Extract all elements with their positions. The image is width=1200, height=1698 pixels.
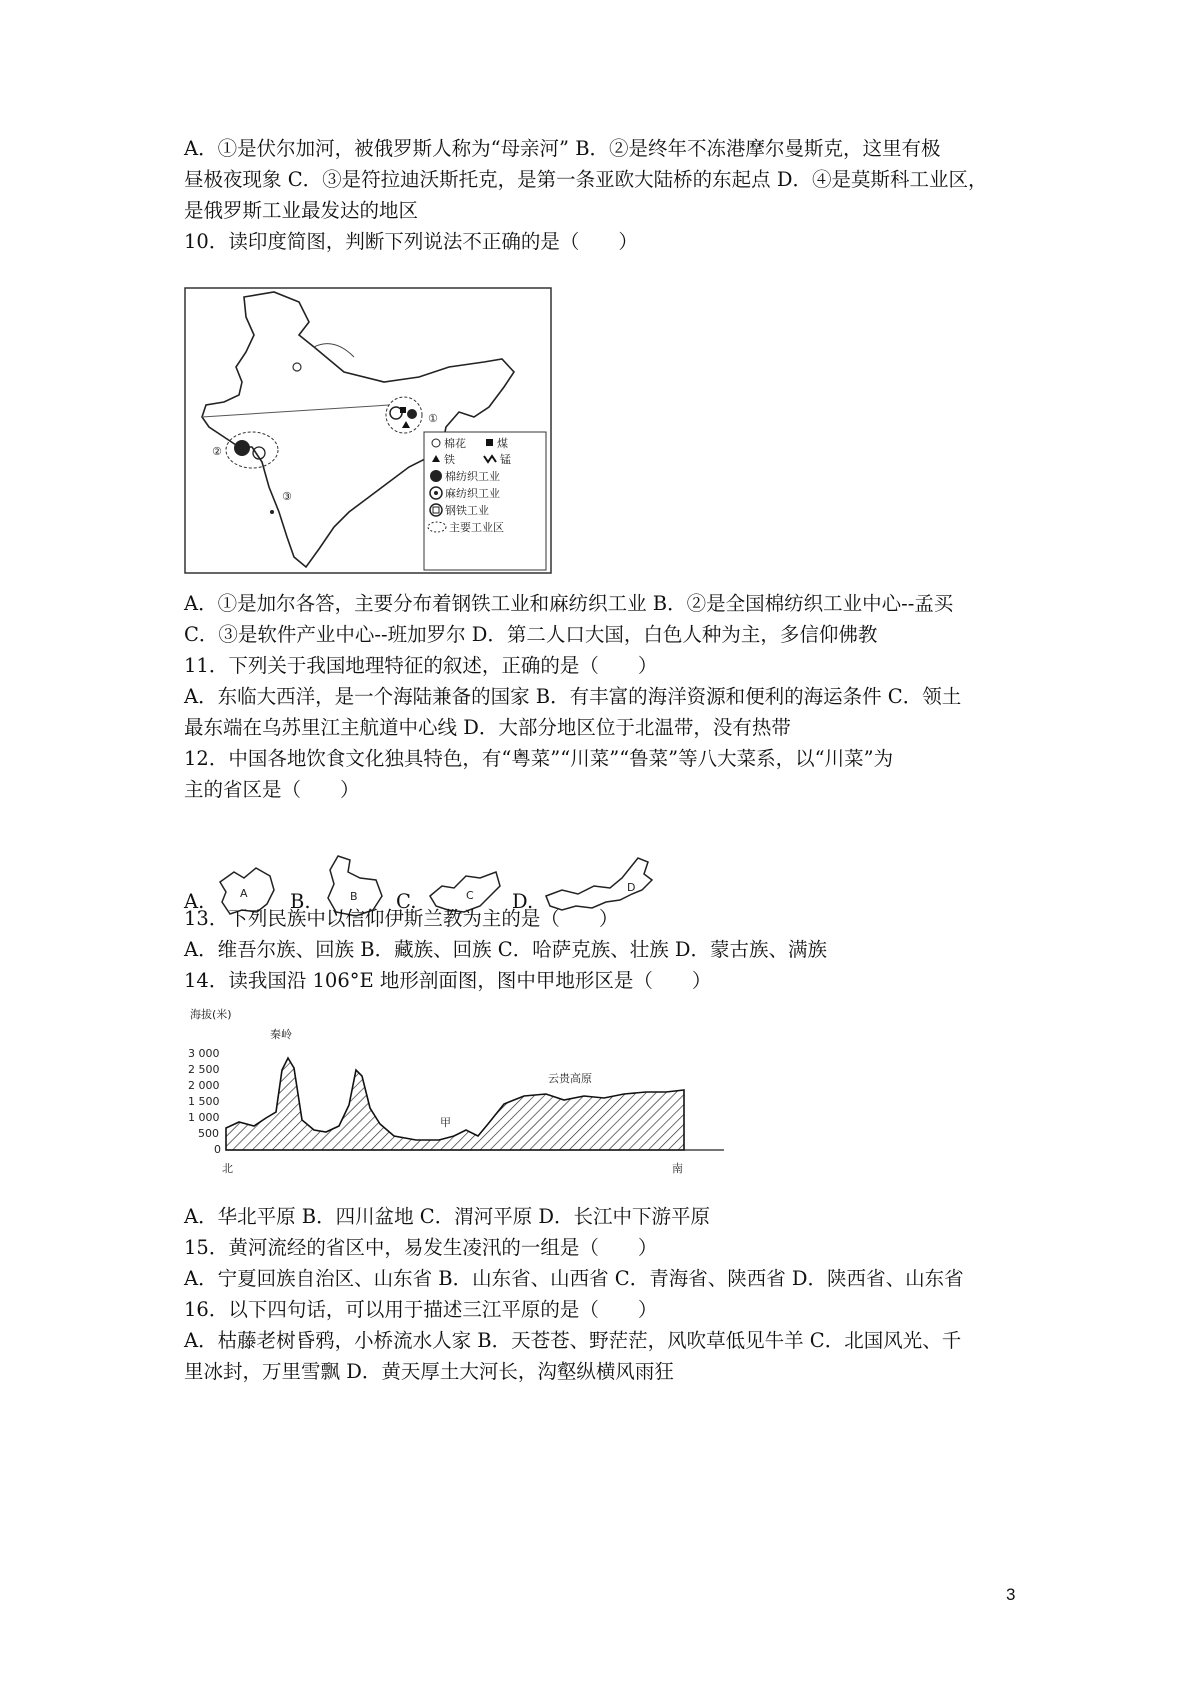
q10-stem: 10．读印度简图，判断下列说法不正确的是（ ） <box>184 230 638 253</box>
q16-stem: 16．以下四句话，可以用于描述三江平原的是（ ） <box>184 1298 658 1321</box>
india-map-figure <box>184 287 552 574</box>
profile-ylabel: 海拔(米) <box>190 1008 232 1021</box>
province-a-letter: A <box>240 887 248 900</box>
page-number: 3 <box>1006 1585 1016 1604</box>
q9-options-line-3: 是俄罗斯工业最发达的地区 <box>184 199 419 222</box>
legend-iron: 铁 <box>444 453 455 466</box>
q10-options-line-2: C．③是软件产业中心--班加罗尔 D．第二人口大国，白色人种为主，多信仰佛教 <box>184 623 878 646</box>
q12-stem-line-2: 主的省区是（ ） <box>184 778 360 801</box>
profile-label-qinling: 秦岭 <box>270 1028 292 1041</box>
profile-y-ticks <box>188 1047 221 1156</box>
q12-stem-line-1: 12．中国各地饮食文化独具特色，有“粤菜”“川菜”“鲁菜”等八大菜系，以“川菜”为 <box>184 747 894 770</box>
legend-manganese: 锰 <box>500 453 511 466</box>
q16-options-line-2: 里冰封，万里雪飘 D．黄天厚土大河长，沟壑纵横风雨狂 <box>184 1360 674 1383</box>
ytick-1000: 1 000 <box>188 1111 220 1124</box>
legend-cotton-textile: 棉纺织工业 <box>445 470 500 483</box>
legend-industrial-zone: 主要工业区 <box>449 521 504 534</box>
terrain-profile-figure <box>184 1000 724 1195</box>
q9-options-line-2: 昼极夜现象 C．③是符拉迪沃斯托克，是第一条亚欧大陆桥的东起点 D．④是莫斯科工业区， <box>184 168 988 191</box>
q11-stem: 11．下列关于我国地理特征的叙述，正确的是（ ） <box>184 654 658 677</box>
q13-stem: 13．下列民族中以信仰伊斯兰教为主的是（ ） <box>184 907 619 930</box>
map-marker-1: ① <box>428 412 438 425</box>
q12-choice-a-label: A. <box>184 890 205 913</box>
map-legend <box>424 432 546 570</box>
map-marker-3: ③ <box>282 490 292 503</box>
profile-south: 南 <box>672 1162 683 1175</box>
legend-steel: 钢铁工业 <box>445 504 489 517</box>
ytick-2000: 2 000 <box>188 1079 220 1092</box>
q11-options-line-2: 最东端在乌苏里江主航道中心线 D．大部分地区位于北温带，没有热带 <box>184 716 791 739</box>
ytick-0: 0 <box>214 1143 221 1156</box>
q16-options-line-1: A．枯藤老树昏鸦，小桥流水人家 B．天苍苍、野茫茫，风吹草低见牛羊 C．北国风光、千 <box>184 1329 962 1352</box>
q10-options-line-1: A．①是加尔各答，主要分布着钢铁工业和麻纺织工业 B．②是全国棉纺织工业中心--孟买 <box>184 592 954 615</box>
q14-options-line-1: A．华北平原 B．四川盆地 C．渭河平原 D．长江中下游平原 <box>184 1205 711 1228</box>
profile-label-jia: 甲 <box>440 1116 451 1129</box>
q12-choice-b-label: B. <box>290 890 311 913</box>
q9-options-line-1: A．①是伏尔加河，被俄罗斯人称为“母亲河” B．②是终年不冻港摩尔曼斯克，这里有极 <box>184 137 941 160</box>
profile-label-yungui: 云贵高原 <box>548 1072 592 1085</box>
province-b-letter: B <box>350 890 358 903</box>
province-c-letter: C <box>466 889 474 902</box>
q15-options-line-1: A．宁夏回族自治区、山东省 B．山东省、山西省 C．青海省、陕西省 D．陕西省、山东省 <box>184 1267 964 1290</box>
profile-north: 北 <box>222 1162 233 1175</box>
q15-stem: 15．黄河流经的省区中，易发生凌汛的一组是（ ） <box>184 1236 658 1259</box>
legend-jute-textile: 麻纺织工业 <box>445 487 500 500</box>
q12-choice-c-label: C. <box>396 890 417 913</box>
legend-cotton: 棉花 <box>444 437 466 450</box>
map-marker-2: ② <box>212 445 222 458</box>
legend-coal: 煤 <box>497 437 508 450</box>
province-d-letter: D <box>627 881 636 894</box>
q13-options-line-1: A．维吾尔族、回族 B．藏族、回族 C．哈萨克族、壮族 D．蒙古族、满族 <box>184 938 828 961</box>
ytick-3000: 3 000 <box>188 1047 220 1060</box>
ytick-2500: 2 500 <box>188 1063 220 1076</box>
ytick-1500: 1 500 <box>188 1095 220 1108</box>
q12-choice-d-label: D. <box>512 890 534 913</box>
q11-options-line-1: A．东临大西洋，是一个海陆兼备的国家 B．有丰富的海洋资源和便利的海运条件 C．领土 <box>184 685 962 708</box>
q14-stem: 14．读我国沿 106°E 地形剖面图，图中甲地形区是（ ） <box>184 969 712 992</box>
ytick-500: 500 <box>198 1127 219 1140</box>
